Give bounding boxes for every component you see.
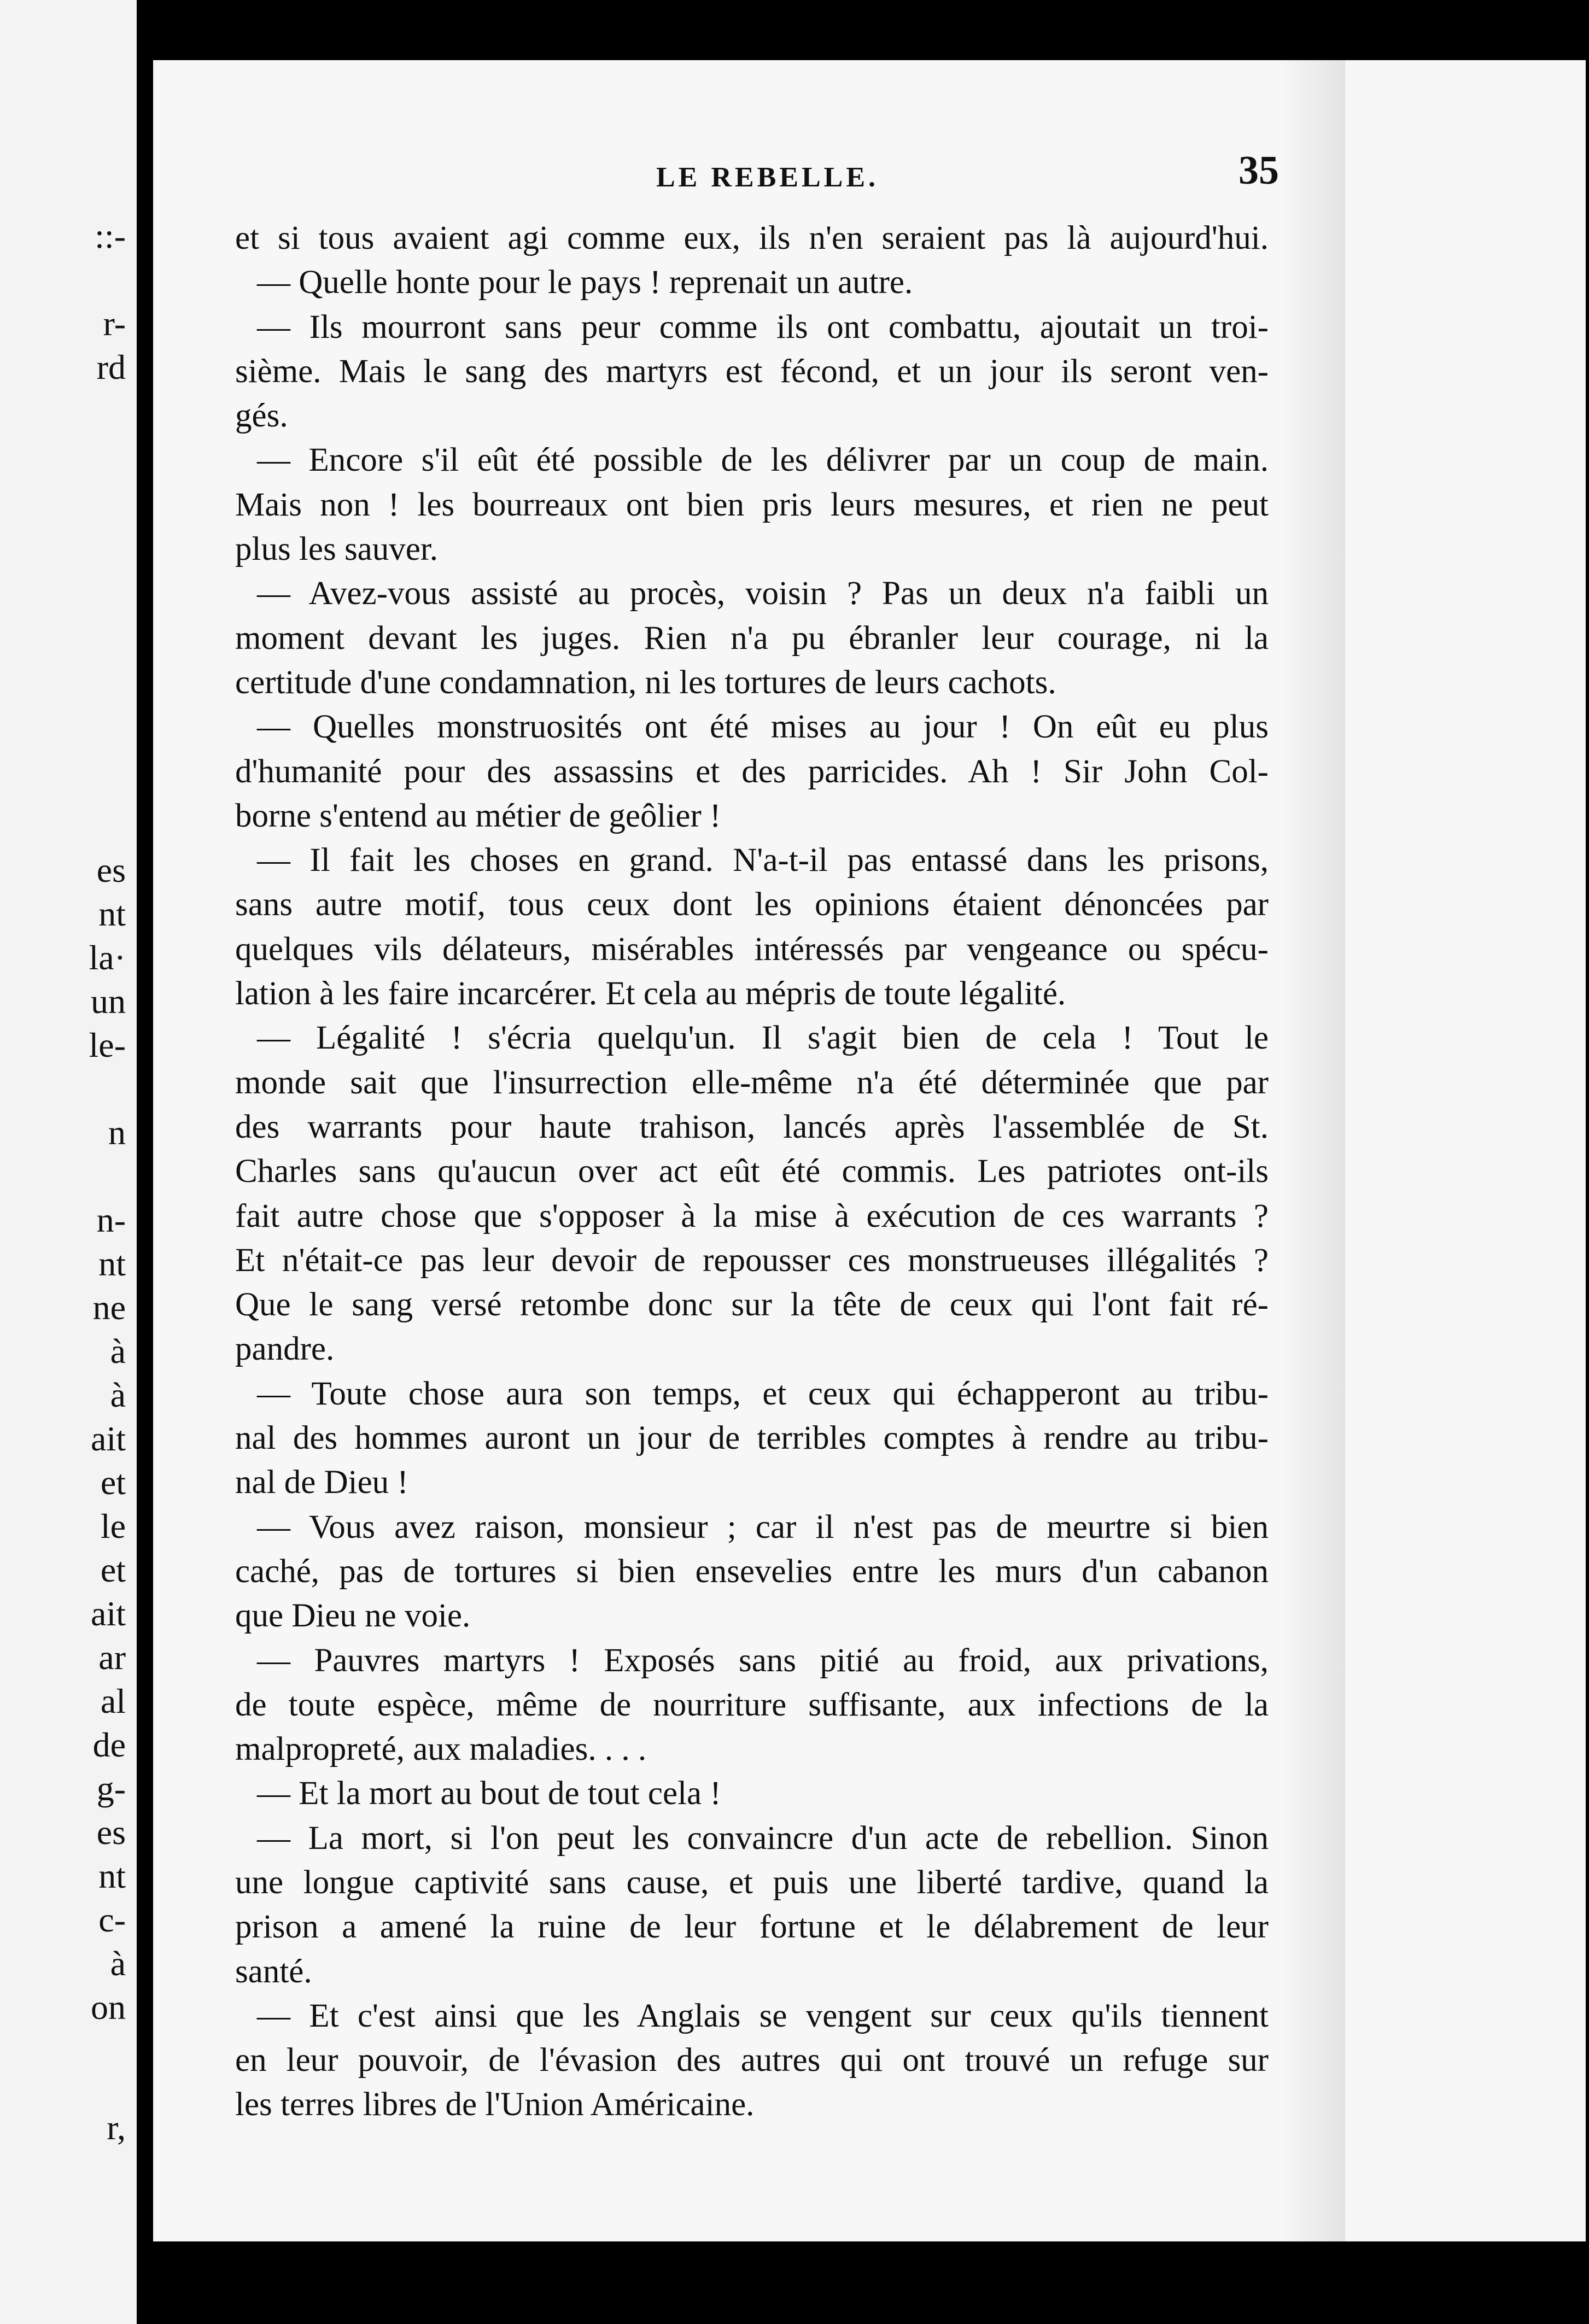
adjacent-page-fragment: r- <box>103 304 126 343</box>
adjacent-page-fragment: un <box>91 982 126 1021</box>
text-line: borne s'entend au métier de geôlier ! <box>235 797 721 834</box>
adjacent-page-fragment: g- <box>96 1769 126 1808</box>
text-line: — La mort, si l'on peut les convaincre d'un acte de rebellion. Sinon <box>257 1819 1269 1857</box>
running-title: LE REBELLE. <box>656 162 879 193</box>
adjacent-page-fragment: à <box>110 1332 126 1371</box>
adjacent-page-fragment: à <box>110 1375 126 1414</box>
adjacent-page-fragment: le <box>100 1507 126 1546</box>
adjacent-page-strip <box>0 0 137 2324</box>
adjacent-page-fragment: le- <box>89 1026 126 1064</box>
text-line: et si tous avaient agi comme eux, ils n'en seraient pas là aujourd'hui. <box>235 220 1269 256</box>
text-line: nal des hommes auront un jour de terribles comptes à rendre au tribu- <box>235 1420 1269 1457</box>
text-line: fait autre chose que s'opposer à la mise à exécution de ces warrants ? <box>235 1197 1269 1234</box>
adjacent-page-fragment: la· <box>89 938 126 977</box>
text-line: — Légalité ! s'écria quelqu'un. Il s'agit bien de cela ! Tout le <box>257 1020 1269 1057</box>
text-line: en leur pouvoir, de l'évasion des autres qui ont trouvé un refuge sur <box>235 2042 1269 2079</box>
adjacent-page-fragment: es <box>96 851 126 889</box>
text-line: prison a amené la ruine de leur fortune et le délabrement de leur <box>235 1909 1269 1946</box>
text-line: certitude d'une condamnation, ni les tortures de leurs cachots. <box>235 664 1056 701</box>
adjacent-page-fragment: ait <box>91 1594 126 1633</box>
text-line: quelques vils délateurs, misérables intéressés par vengeance ou spécu- <box>235 930 1269 968</box>
text-line: nal de Dieu ! <box>235 1464 408 1501</box>
page-gutter <box>137 0 153 2324</box>
text-line: que Dieu ne voie. <box>235 1597 471 1635</box>
text-line: — Et la mort au bout de tout cela ! <box>257 1775 721 1812</box>
text-line: Mais non ! les bourreaux ont bien pris leurs mesures, et rien ne peut <box>235 486 1269 523</box>
text-line: plus les sauver. <box>235 531 439 568</box>
adjacent-page-fragment: n- <box>96 1201 126 1239</box>
text-line: — Toute chose aura son temps, et ceux qui échapperont au tribu- <box>257 1375 1269 1412</box>
adjacent-page-fragment: nt <box>98 1244 126 1283</box>
text-line: Et n'était-ce pas leur devoir de repousser ces monstrueuses illégalités ? <box>235 1242 1269 1279</box>
text-line: — Quelles monstruosités ont été mises au jour ! On eût eu plus <box>257 709 1269 746</box>
text-line: des warrants pour haute trahison, lancés après l'assemblée de St. <box>235 1108 1269 1145</box>
adjacent-page-fragment: r, <box>107 2108 126 2147</box>
adjacent-page-fragment: à <box>110 1944 126 1983</box>
text-line: — Pauvres martyrs ! Exposés sans pitié au froid, aux privations, <box>257 1642 1269 1679</box>
text-line: pandre. <box>235 1331 335 1368</box>
adjacent-page-fragment: et <box>100 1550 126 1589</box>
adjacent-page-fragment: et <box>100 1463 126 1502</box>
text-line: moment devant les juges. Rien n'a pu ébranler leur courage, ni la <box>235 619 1269 657</box>
adjacent-page-fragment: c- <box>98 1900 126 1939</box>
adjacent-page-fragment: ne <box>92 1288 126 1327</box>
adjacent-page-fragment: ::- <box>95 216 126 255</box>
adjacent-page-fragment: ar <box>98 1638 126 1677</box>
text-line: lation à les faire incarcérer. Et cela au mépris de toute légalité. <box>235 975 1066 1012</box>
adjacent-page-fragment: al <box>100 1682 126 1720</box>
text-line: caché, pas de tortures si bien ensevelies entre les murs d'un cabanon <box>235 1553 1269 1590</box>
page-number: 35 <box>1239 148 1279 193</box>
text-line: d'humanité pour des assassins et des parricides. Ah ! Sir John Col- <box>235 753 1269 790</box>
text-line: gés. <box>235 397 288 435</box>
adjacent-page-fragment: on <box>91 1988 126 2027</box>
adjacent-page-fragment: rd <box>96 348 126 387</box>
text-line: malpropreté, aux maladies. . . . <box>235 1731 647 1768</box>
text-line: — Et c'est ainsi que les Anglais se vengent sur ceux qu'ils tiennent <box>257 1997 1269 2034</box>
text-line: — Avez-vous assisté au procès, voisin ? Pas un deux n'a faibli un <box>257 575 1269 612</box>
text-line: une longue captivité sans cause, et puis une liberté tardive, quand la <box>235 1864 1269 1901</box>
page-shadow <box>1280 60 1345 2241</box>
text-line: monde sait que l'insurrection elle-même n'a été déterminée que par <box>235 1064 1269 1101</box>
text-line: — Encore s'il eût été possible de les délivrer par un coup de main. <box>257 442 1269 479</box>
text-line: sième. Mais le sang des martyrs est fécond, et un jour ils seront ven- <box>235 353 1269 390</box>
adjacent-page-fragment: ait <box>91 1419 126 1458</box>
text-line: — Ils mourront sans peur comme ils ont combattu, ajoutait un troi- <box>257 308 1269 346</box>
text-line: de toute espèce, même de nourriture suffisante, aux infections de la <box>235 1686 1269 1723</box>
text-line: santé. <box>235 1953 312 1990</box>
text-line: — Quelle honte pour le pays ! reprenait un autre. <box>257 264 913 301</box>
adjacent-page-fragment: nt <box>98 1857 126 1895</box>
adjacent-page-fragment: nt <box>98 894 126 933</box>
adjacent-page-fragment: es <box>96 1813 126 1852</box>
text-line: sans autre motif, tous ceux dont les opinions étaient dénoncées par <box>235 886 1269 923</box>
text-line: Que le sang versé retombe donc sur la tête de ceux qui l'ont fait ré- <box>235 1286 1269 1324</box>
text-line: — Vous avez raison, monsieur ; car il n'est pas de meurtre si bien <box>257 1508 1269 1546</box>
body-text <box>235 216 1269 2127</box>
text-line: Charles sans qu'aucun over act eût été commis. Les patriotes ont-ils <box>235 1153 1269 1190</box>
adjacent-page-fragment: de <box>92 1725 126 1764</box>
page-header <box>153 96 1323 193</box>
adjacent-page-fragment: n <box>108 1113 126 1152</box>
text-line: — Il fait les choses en grand. N'a-t-il pas entassé dans les prisons, <box>257 842 1269 879</box>
text-line: les terres libres de l'Union Américaine. <box>235 2086 755 2123</box>
